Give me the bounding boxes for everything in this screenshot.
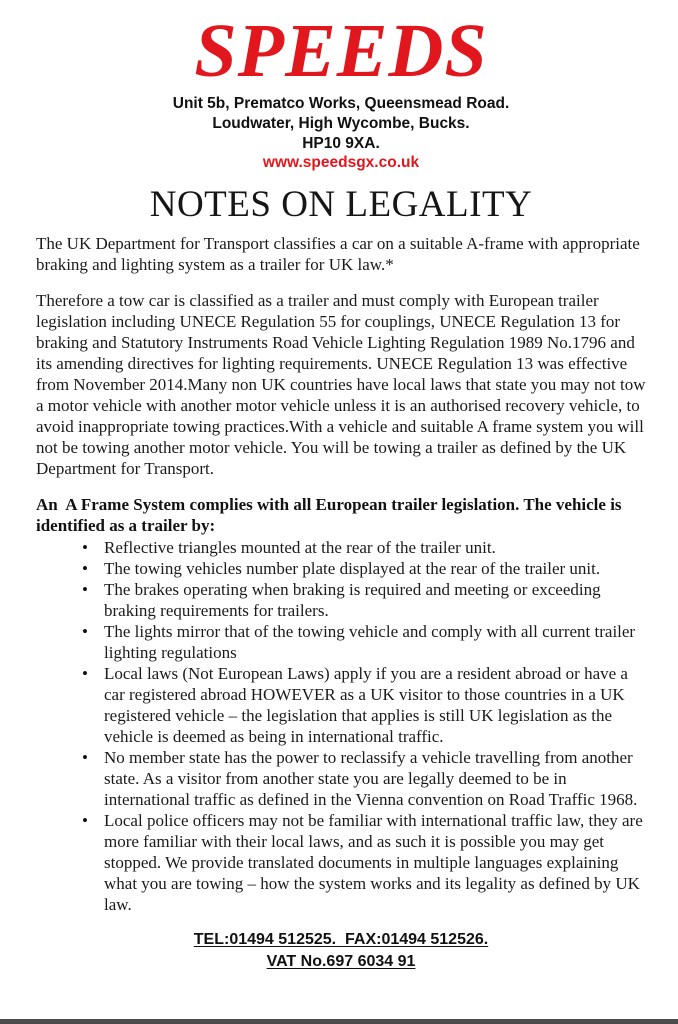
address-line-3: HP10 9XA. (302, 135, 380, 152)
footer (36, 929, 646, 973)
bullet-item: • The towing vehicles number plate displayed at the rear of the trailer unit. (104, 558, 646, 579)
letterhead (36, 9, 646, 172)
scan-edge-bar (0, 1019, 678, 1024)
brand-logo: SPEEDS (194, 9, 488, 93)
bullet-item: • Local police officers may not be familiar with international traffic law, they are more familiar with their local laws, and as such it is possible you may get stopped. We provide translated documents in multiple languages explaining what you are towing – how the system works and its legality as defined by UK law. (104, 810, 646, 915)
website-url: www.speedsgx.co.uk (262, 154, 420, 171)
page-title: NOTES ON LEGALITY (149, 184, 533, 225)
paragraph-classification: The UK Department for Transport classifies a car on a suitable A-frame with appropriate braking and lighting system as a trailer for UK law.* (36, 234, 640, 274)
address-line-1: Unit 5b, Prematco Works, Queensmead Road. (172, 95, 510, 112)
bullet-item: • The lights mirror that of the towing vehicle and comply with all current trailer lighting regulations (104, 621, 646, 663)
address-line-2: Loudwater, High Wycombe, Bucks. (212, 115, 470, 132)
bullet-item: • Local laws (Not European Laws) apply if you are a resident abroad or have a car registered abroad HOWEVER as a UK visitor to those countries in a UK registered vehicle – the legislation that applies is still UK legislation as the vehicle is deemed as being in international traffic. (104, 663, 646, 747)
bullet-list (36, 537, 646, 915)
tel-fax-line: TEL:01494 512525. FAX:01494 512526. (193, 931, 489, 948)
list-heading: An A Frame System complies with all European trailer legislation. The vehicle is identified as a trailer by: (36, 495, 626, 535)
vat-number-line: VAT No.697 6034 91 (266, 953, 416, 970)
bullet-item: • The brakes operating when braking is required and meeting or exceeding braking requirements for trailers. (104, 579, 646, 621)
address-block (36, 94, 646, 154)
paragraph-legislation: Therefore a tow car is classified as a trailer and must comply with European trailer legislation including UNECE Regulation 55 for couplings, UNECE Regulation 13 for braking and Statutory Instruments Road Vehicle Lighting Regulation 1989 No.1796 and its amending directives for lighting requirements. UNECE Regulation 13 was effective from November 2014.Many non UK countries have local laws that state you may not tow a motor vehicle with another motor vehicle unless it is an authorised recovery vehicle, to avoid inappropriate towing practices.With a vehicle and suitable A frame system you will not be towing another motor vehicle. You will be towing a trailer as defined by the UK Department for Transport. (36, 291, 646, 478)
bullet-item: • No member state has the power to reclassify a vehicle travelling from another state. As a visitor from another state you are legally deemed to be in international traffic as defined in the Vienna convention on Road Traffic 1968. (104, 747, 646, 810)
bullet-item: • Reflective triangles mounted at the rear of the trailer unit. (104, 537, 646, 558)
